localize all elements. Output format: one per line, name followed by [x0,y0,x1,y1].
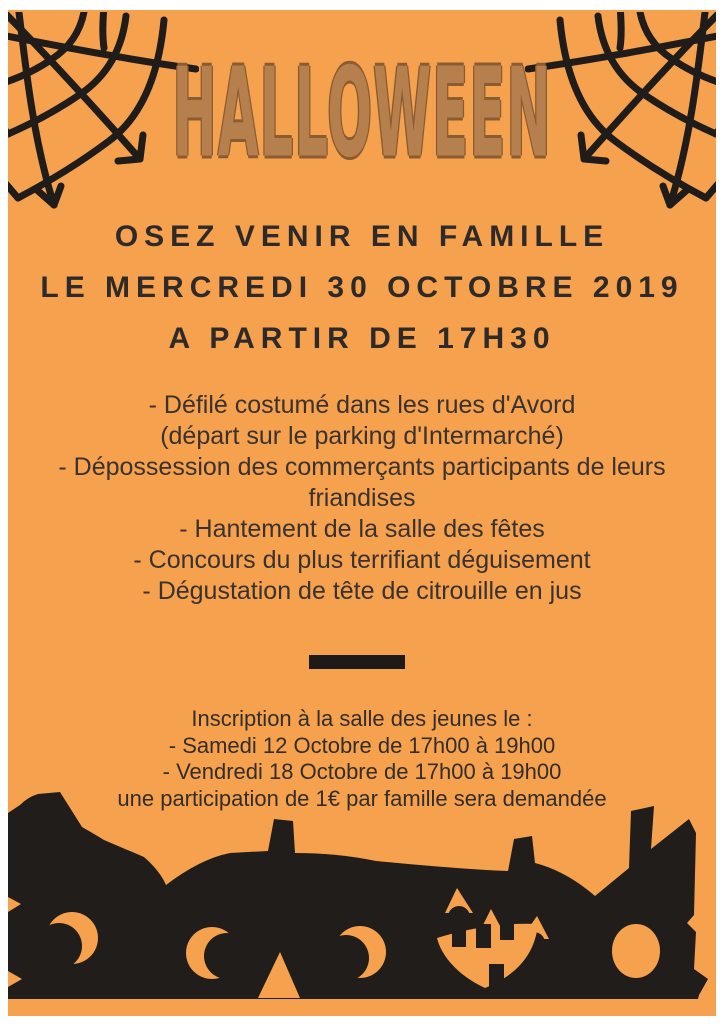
pumpkin-garland [8,791,716,1016]
event-line: friandises [308,484,416,512]
flyer-page [8,10,716,1016]
poster-title-text: HALLOWEEN [172,43,552,186]
poster-title [8,43,716,190]
inscription-line: Inscription à la salle des jeunes le : [191,706,533,731]
headline-line: OSEZ VENIR EN FAMILLE [114,220,610,253]
divider-bar [309,655,405,669]
inscription-line: - Vendredi 18 Octobre de 17h00 à 19h00 [162,759,562,784]
event-line: - Défilé costumé dans les rues d'Avord [148,391,576,419]
event-list [8,390,716,607]
event-line: - Dépossession des commerçants participants de leurs [58,453,666,481]
event-line: - Hantement de la salle des fêtes [179,515,545,543]
inscription-line: une participation de 1€ par famille sera demandée [117,785,607,811]
headline-line: A PARTIR DE 17H30 [168,322,556,355]
event-line: - Concours du plus terrifiant déguisement [133,546,591,574]
event-line: (départ sur le parking d'Intermarché) [160,422,564,450]
inscription-line: - Samedi 12 Octobre de 17h00 à 19h00 [168,732,556,758]
event-line: - Dégustation de tête de citrouille en jus [142,577,582,605]
headline-line: LE MERCREDI 30 OCTOBRE 2019 [40,271,684,304]
headline-block [8,211,716,364]
